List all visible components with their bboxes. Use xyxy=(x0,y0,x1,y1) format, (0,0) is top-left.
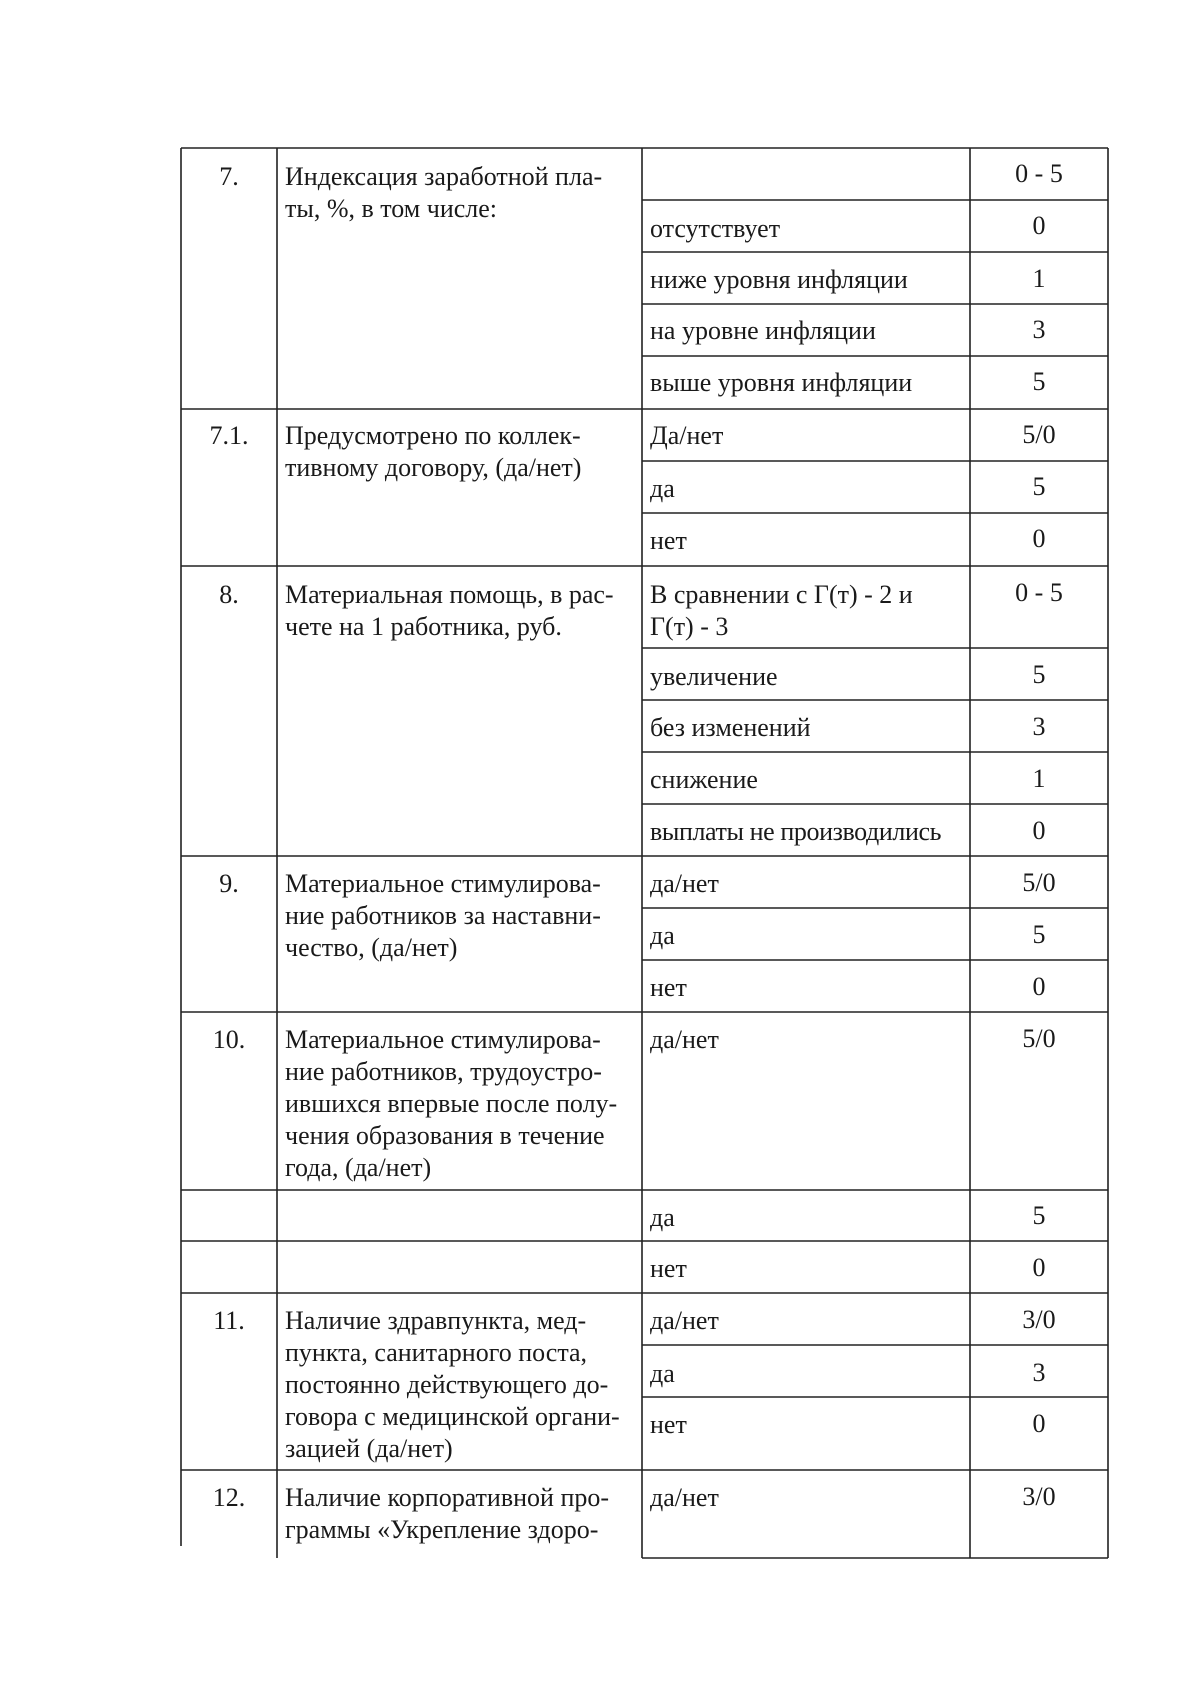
row-description-7-1: Предусмотрено по коллек- тивному договору, (да/нет) xyxy=(285,421,582,482)
row-description-12: Наличие корпоративной про- граммы «Укрепление здоро- xyxy=(285,1483,610,1544)
option-label: В сравнении с Г(т) - 2 и Г(т) - 3 xyxy=(650,580,913,641)
option-label: да/нет xyxy=(650,1483,719,1512)
row-number-10: 10. xyxy=(212,1025,246,1054)
option-score: 5/0 xyxy=(1022,1024,1056,1053)
option-label: нет xyxy=(650,1410,687,1439)
row-number-8: 8. xyxy=(219,580,239,609)
option-label: да/нет xyxy=(650,1306,719,1335)
option-score: 5 xyxy=(1032,367,1046,396)
option-label: увеличение xyxy=(650,662,778,691)
option-score: 5 xyxy=(1032,472,1046,501)
option-score: 0 xyxy=(1032,524,1046,553)
option-label: отсутствует xyxy=(650,214,781,243)
option-label: Да/нет xyxy=(650,421,724,450)
row-number-9: 9. xyxy=(219,869,239,898)
row-description-8: Материальная помощь, в рас- чете на 1 работника, руб. xyxy=(285,580,614,641)
option-label: нет xyxy=(650,973,687,1002)
option-label: на уровне инфляции xyxy=(650,316,876,345)
option-score: 0 xyxy=(1032,972,1046,1001)
row-description-9: Материальное стимулирова- ние работников за наставни- чество, (да/нет) xyxy=(285,869,601,962)
option-score: 0 - 5 xyxy=(1015,159,1063,188)
option-label: да xyxy=(650,474,675,503)
option-score: 1 xyxy=(1032,764,1046,793)
option-label: нет xyxy=(650,1254,687,1283)
option-score: 5/0 xyxy=(1022,420,1056,449)
option-score: 3 xyxy=(1032,712,1046,741)
option-score: 0 xyxy=(1032,1253,1046,1282)
option-label: да/нет xyxy=(650,869,719,898)
option-score: 3 xyxy=(1032,315,1046,344)
row-number-12: 12. xyxy=(212,1483,246,1512)
option-label: без изменений xyxy=(650,713,811,742)
row-description-10: Материальное стимулирова- ние работников, трудоустро- ившихся впервые после полу- чения образования в течение года, (да/нет) xyxy=(285,1025,618,1182)
option-score: 5/0 xyxy=(1022,868,1056,897)
option-score: 5 xyxy=(1032,920,1046,949)
option-label: да xyxy=(650,921,675,950)
option-score: 3 xyxy=(1032,1358,1046,1387)
row-number-7: 7. xyxy=(219,162,239,191)
option-score: 5 xyxy=(1032,1201,1046,1230)
option-label: нет xyxy=(650,526,687,555)
row-number-11: 11. xyxy=(213,1306,245,1335)
option-label: снижение xyxy=(650,765,758,794)
option-score: 5 xyxy=(1032,660,1046,689)
row-description-7: Индексация заработной пла- ты, %, в том числе: xyxy=(285,162,603,223)
option-label: да/нет xyxy=(650,1025,719,1054)
option-score: 0 xyxy=(1032,816,1046,845)
option-score: 3/0 xyxy=(1022,1305,1056,1334)
option-score: 1 xyxy=(1032,264,1046,293)
option-label: да xyxy=(650,1359,675,1388)
option-label: да xyxy=(650,1203,675,1232)
option-label: выплаты не производились xyxy=(650,817,942,846)
option-score: 3/0 xyxy=(1022,1482,1056,1511)
option-label: выше уровня инфляции xyxy=(650,368,913,397)
row-description-11: Наличие здравпункта, мед- пункта, санитарного поста, постоянно действующего до- говора с медицинской органи- зацией (да/нет) xyxy=(285,1306,620,1463)
option-score: 0 xyxy=(1032,211,1046,240)
option-score: 0 - 5 xyxy=(1015,578,1063,607)
row-number-7-1: 7.1. xyxy=(209,421,249,450)
option-score: 0 xyxy=(1032,1409,1046,1438)
option-label: ниже уровня инфляции xyxy=(650,265,908,294)
